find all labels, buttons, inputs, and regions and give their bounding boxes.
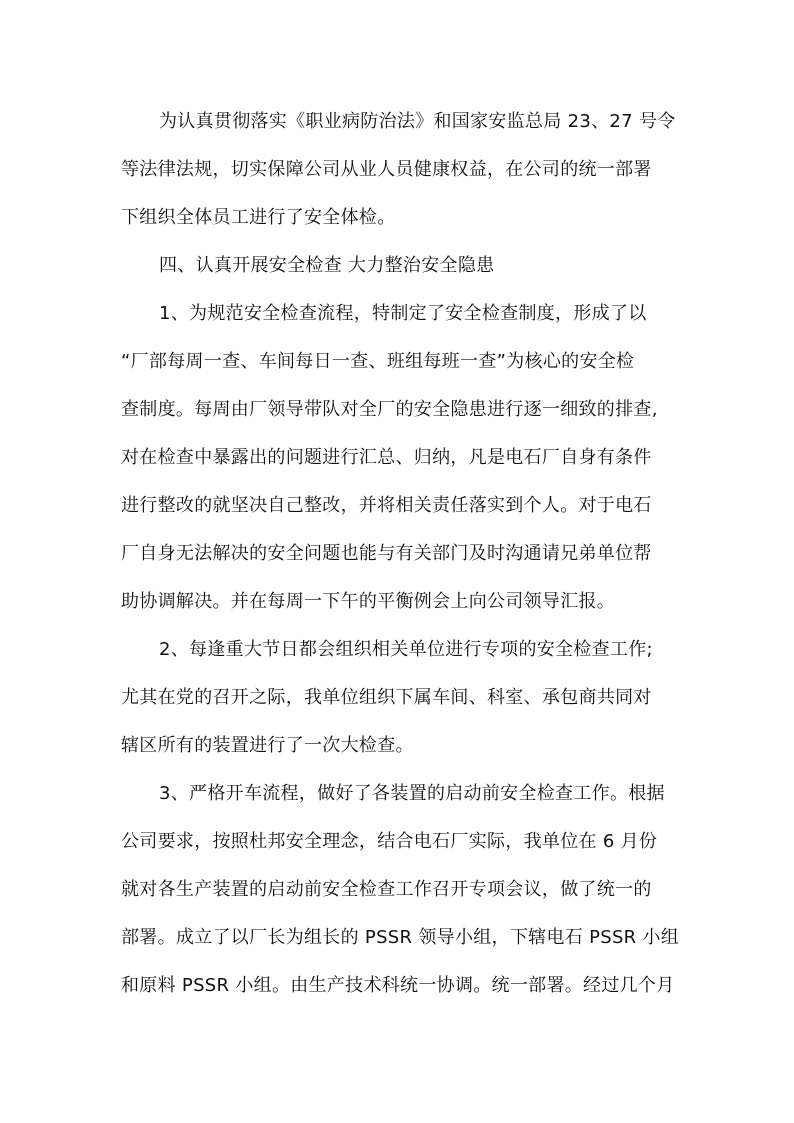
text-line: 查制度。每周由厂领导带队对全厂的安全隐患进行逐一细致的排查,: [121, 399, 658, 420]
text-line: 尤其在党的召开之际，我单位组织下属车间、科室、承包商共同对: [121, 687, 652, 708]
text-line: 3、严格开车流程，做好了各装置的启动前安全检查工作。根据: [159, 783, 665, 804]
text-line: 为认真贯彻落实《职业病防治法》和国家安监总局 23、27 号令: [159, 111, 676, 132]
text-line: 1、为规范安全检查流程，特制定了安全检查制度，形成了以: [159, 303, 647, 324]
text-line: 助协调解决。并在每周一下午的平衡例会上向公司领导汇报。: [121, 591, 616, 612]
text-line: 进行整改的就坚决自己整改，并将相关责任落实到个人。对于电石: [121, 495, 652, 516]
section-heading: 四、认真开展安全检查 大力整治安全隐患: [159, 255, 495, 276]
text-line: 部署。成立了以厂长为组长的 PSSR 领导小组，下辖电石 PSSR 小组: [121, 927, 680, 948]
text-line: 下组织全体员工进行了安全体检。: [121, 207, 396, 228]
text-line: 辖区所有的装置进行了一次大检查。: [121, 735, 414, 756]
text-line: 公司要求，按照杜邦安全理念，结合电石厂实际，我单位在 6 月份: [121, 831, 658, 852]
text-line: 等法律法规，切实保障公司从业人员健康权益，在公司的统一部署: [121, 159, 652, 180]
text-line: 和原料 PSSR 小组。由生产技术科统一协调。统一部署。经过几个月: [121, 975, 675, 996]
text-line: “厂部每周一查、车间每日一查、班组每班一查”为核心的安全检: [121, 351, 635, 372]
text-line: 厂自身无法解决的安全问题也能与有关部门及时沟通请兄弟单位帮: [121, 543, 652, 564]
text-line: 对在检查中暴露出的问题进行汇总、归纳，凡是电石厂自身有条件: [121, 447, 652, 468]
text-line: 就对各生产装置的启动前安全检查工作召开专项会议，做了统一的: [121, 879, 652, 900]
text-line: 2、每逢重大节日都会组织相关单位进行专项的安全检查工作;: [159, 639, 653, 660]
